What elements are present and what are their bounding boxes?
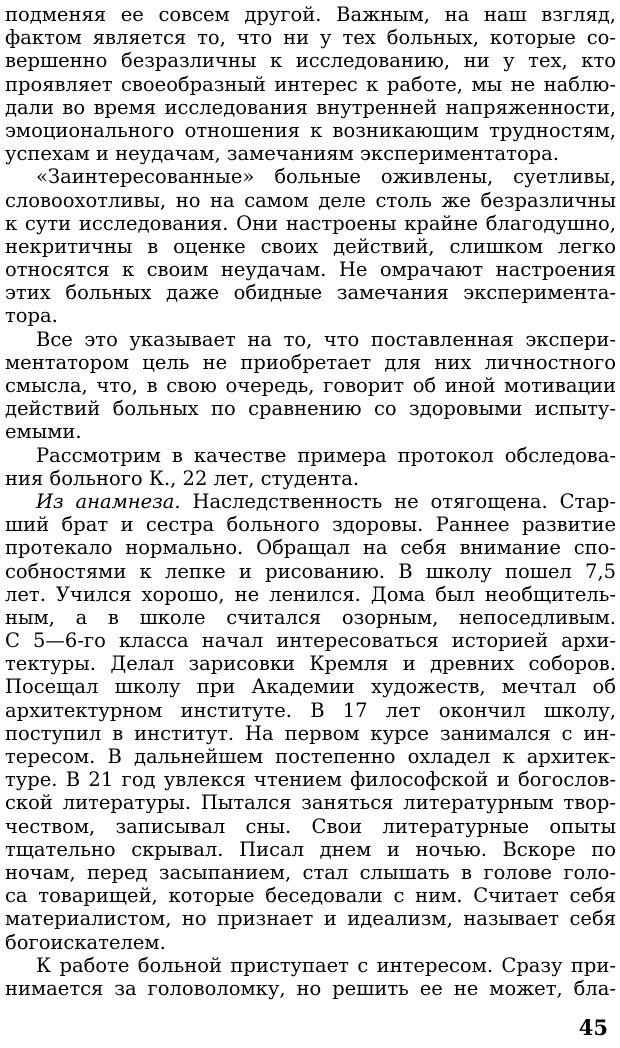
text-line: ным, а в школе считался озорным, непоседливым. [5, 605, 616, 629]
page-number: 45 [578, 1015, 608, 1040]
text-line: Все это указывает на то, что поставленная экспери- [36, 327, 616, 351]
anamnesis-heading: Из анамнеза. [36, 489, 181, 513]
text-line: лет. Учился хорошо, не ленился. Дома был необщитель- [5, 582, 616, 606]
text-line: успехам и неудачам, замечаниям экспериментатора. [5, 142, 559, 166]
text-line: фактом является то, что ни у тех больных, которые со- [5, 26, 616, 50]
text-line: богоискателем. [5, 930, 166, 954]
text-line: ской литературы. Пытался заняться литературным твор- [5, 791, 616, 815]
text-line: тора. [5, 304, 58, 328]
text-line: чеством, записывал сны. Свои литературные опыты [5, 814, 616, 838]
text-line: тщательно скрывал. Писал днем и ночью. Вскоре по [5, 837, 616, 861]
text-line: проявляет своеобразный интерес к работе, мы не наблю- [5, 72, 616, 96]
text-line: вершенно безразличны к исследованию, ни у тех, кто [5, 49, 616, 73]
text-line: ментатором цель не приобретает для них личностного [5, 350, 616, 374]
text-line: подменяя ее совсем другой. Важным, на наш взгляд, [5, 3, 616, 26]
text-line: емыми. [5, 420, 82, 444]
text-line: «Заинтересованные» больные оживлены, суетливы, [36, 165, 616, 189]
text-line: С 5—6-го класса начал интересоваться историей архи- [5, 629, 616, 653]
text-line: архитектурном институте. В 17 лет окончил школу, [5, 698, 616, 722]
text-line: нимается за головоломку, но решить ее не может, бла- [5, 976, 616, 1000]
text-line: словоохотливы, но на самом деле столь же безразличны [5, 188, 616, 212]
text-line [5, 490, 616, 513]
text-line: к сути исследования. Они настроены крайне благодушно, [5, 211, 616, 235]
text-line: протекало нормально. Обращал на себя внимание спо- [5, 536, 616, 560]
text-line: Рассмотрим в качестве примера протокол обследова- [36, 443, 616, 467]
text-line: эмоционального отношения к возникающим трудностям, [5, 118, 616, 142]
text-line: тектуры. Делал зарисовки Кремля и древних соборов. [5, 652, 616, 676]
text-line: смысла, что, в свою очередь, говорит об иной мотивации [5, 374, 616, 397]
text-line: са товарищей, которые беседовали с ним. Считает себя [5, 884, 616, 908]
text-line: К работе больной приступает с интересом. Сразу при- [36, 953, 616, 977]
text-line: туре. В 21 год увлекся чтением философской и богослов- [5, 768, 616, 792]
text-line: ния больного К., 22 лет, студента. [5, 466, 360, 490]
text-line: некритичны в оценке своих действий, слишком легко [5, 234, 616, 258]
text-line: собностями к лепке и рисованию. В школу пошел 7,5 [5, 559, 616, 583]
text-line: тересом. В дальнейшем постепенно охладел к архитек- [5, 745, 616, 768]
text-line: дали во время исследования внутренней напряженности, [5, 95, 616, 119]
text-line: действий больных по сравнению со здоровыми испыту- [5, 397, 616, 421]
text-fragment: Наследственность не отягощена. Стар- [180, 489, 616, 513]
text-line: относятся к своим неудачам. Не омрачают настроения [5, 258, 616, 282]
text-line: поступил в институт. На первом курсе занимался с ин- [5, 721, 616, 745]
text-line: Посещал школу при Академии художеств, мечтал об [5, 675, 616, 699]
text-column [5, 3, 616, 1000]
text-line: этих больных даже обидные замечания эксперимента- [5, 281, 616, 305]
text-line: материалистом, но признает и идеализм, называет себя [5, 907, 616, 931]
text-line: ночам, перед засыпанием, стал слышать в голове голо- [5, 860, 616, 884]
text-line: ший брат и сестра больного здоровы. Раннее развитие [5, 513, 616, 537]
